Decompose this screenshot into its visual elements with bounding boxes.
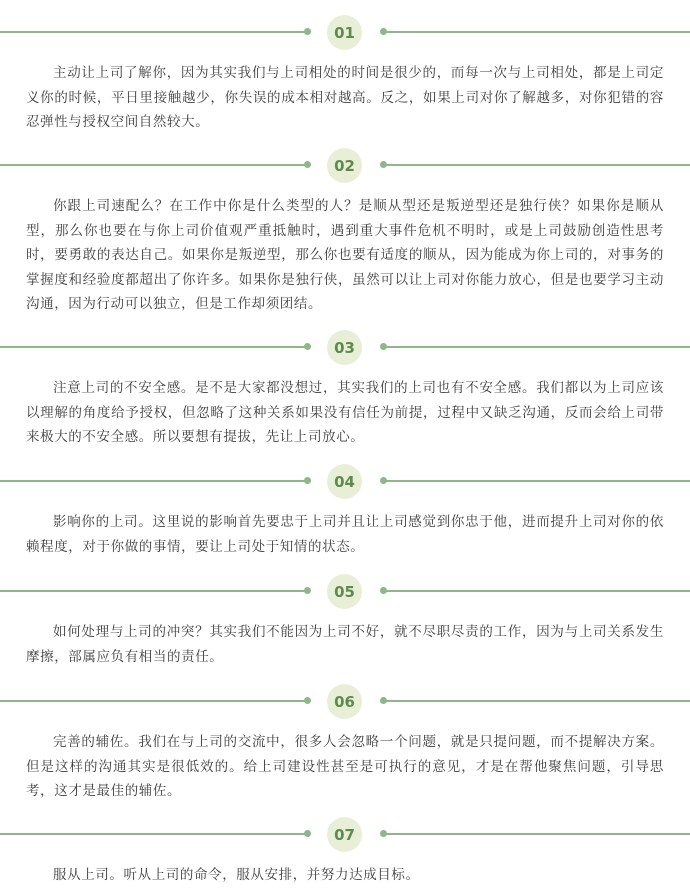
divider-line — [0, 346, 306, 348]
divider-line — [386, 31, 690, 33]
divider-dot — [304, 830, 311, 837]
section-01 — [0, 15, 690, 135]
divider-line — [0, 31, 306, 33]
divider-line — [386, 346, 690, 348]
section-number-badge: 02 — [327, 148, 362, 183]
section-07 — [0, 817, 690, 888]
divider-dot — [304, 697, 311, 704]
section-paragraph: 如何处理与上司的冲突？其实我们不能因为上司不好，就不尽职尽责的工作，因为与上司关系发生摩擦，部属应负有相当的责任。 — [26, 624, 664, 665]
section-paragraph: 主动让上司了解你，因为其实我们与上司相处的时间是很少的，而每一次与上司相处，都是上司定义你的时候，平日里接触越少，你失误的成本相对越高。反之，如果上司对你了解越多，对你犯错的容忍弹性与授权空间自然较大。 — [26, 65, 664, 130]
divider-dot — [304, 587, 311, 594]
divider-line — [0, 700, 306, 702]
divider-dot — [304, 477, 311, 484]
section-paragraph: 注意上司的不安全感。是不是大家都没想过，其实我们的上司也有不安全感。我们都以为上司应该以理解的角度给予授权，但忽略了这种关系如果没有信任为前提，过程中又缺乏沟通，反而会给上司带来极大的不安全感。所以要想有提拔，先让上司放心。 — [26, 380, 664, 445]
divider-line — [386, 700, 690, 702]
section-04 — [0, 464, 690, 559]
section-paragraph: 服从上司。听从上司的命令，服从安排，并努力达成目标。 — [53, 867, 420, 883]
section-06 — [0, 684, 690, 804]
section-divider — [0, 684, 690, 718]
divider-line — [386, 480, 690, 482]
divider-dot — [304, 343, 311, 350]
divider-line — [386, 590, 690, 592]
section-05 — [0, 574, 690, 669]
divider-line — [0, 833, 306, 835]
section-divider — [0, 15, 690, 49]
divider-line — [0, 164, 306, 166]
section-number-badge: 07 — [327, 817, 362, 852]
divider-line — [386, 833, 690, 835]
section-number-badge: 03 — [327, 330, 362, 365]
divider-dot — [304, 28, 311, 35]
divider-dot — [304, 161, 311, 168]
section-number-badge: 06 — [327, 684, 362, 719]
divider-line — [0, 480, 306, 482]
section-number-badge: 05 — [327, 574, 362, 609]
divider-line — [0, 590, 306, 592]
section-03 — [0, 330, 690, 450]
section-number-badge: 04 — [327, 464, 362, 499]
section-paragraph: 影响你的上司。这里说的影响首先要忠于上司并且让上司感觉到你忠于他，进而提升上司对你的依赖程度，对于你做的事情，要让上司处于知情的状态。 — [26, 514, 664, 555]
section-divider — [0, 464, 690, 498]
section-divider — [0, 817, 690, 851]
section-02 — [0, 148, 690, 317]
section-paragraph: 完善的辅佐。我们在与上司的交流中，很多人会忽略一个问题，就是只提问题，而不提解决方案。但是这样的沟通其实是很低效的。给上司建设性甚至是可执行的意见，才是在帮他聚焦问题，引导思考，这才是最佳的辅佐。 — [26, 734, 664, 799]
section-paragraph: 你跟上司速配么？在工作中你是什么类型的人？是顺从型还是叛逆型还是独行侠？如果你是顺从型，那么你也要在与你上司价值观严重抵触时，遇到重大事件危机不明时，或是上司鼓励创造性思考时，要勇敢的表达自己。如果你是叛逆型，那么你也要有适度的顺从，因为能成为你上司的，对事务的掌握度和经验度都超出了你许多。如果你是独行侠，虽然可以让上司对你能力放心，但是也要学习主动沟通，因为行动可以独立，但是工作却须团结。 — [26, 198, 664, 312]
divider-line — [386, 164, 690, 166]
section-divider — [0, 148, 690, 182]
section-divider — [0, 574, 690, 608]
section-number-badge: 01 — [327, 15, 362, 50]
section-divider — [0, 330, 690, 364]
